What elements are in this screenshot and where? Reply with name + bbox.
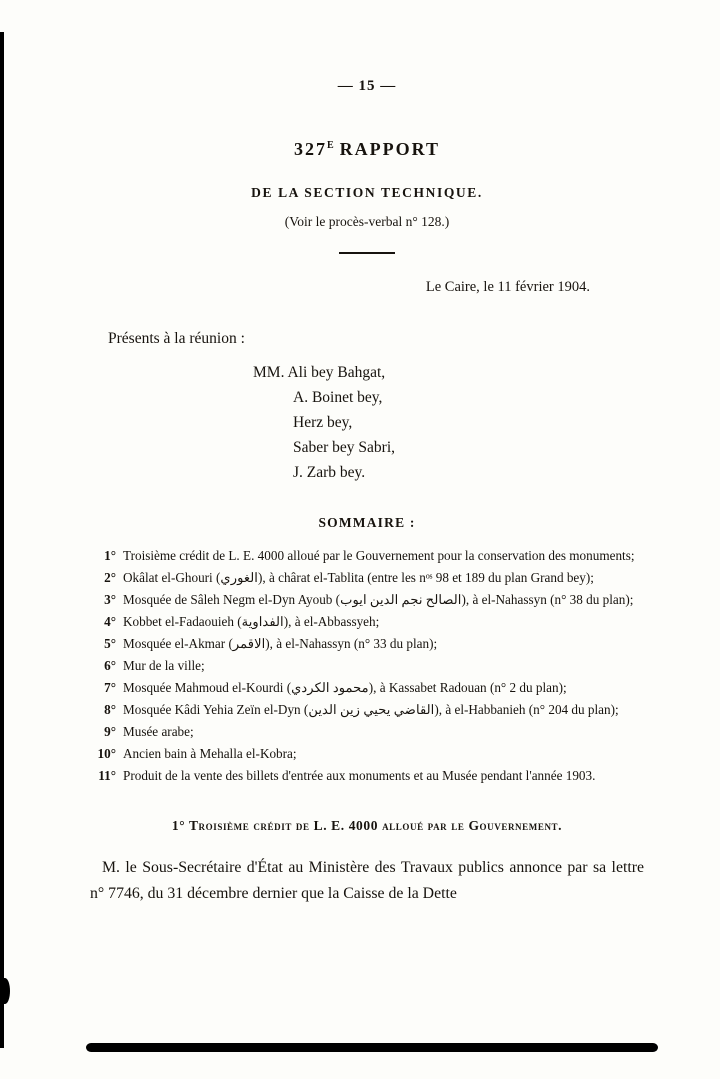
sommaire-item: [90, 744, 644, 764]
report-title: [90, 139, 644, 160]
sommaire-item: [90, 568, 644, 588]
sommaire-item-number: 8°: [104, 702, 116, 717]
sommaire-item-number: 9°: [104, 724, 116, 739]
dateline: Le Caire, le 11 février 1904.: [425, 279, 590, 295]
report-title-number: 327: [293, 139, 327, 159]
sommaire-item: [90, 634, 644, 654]
sommaire-item-text: Troisième crédit de L. E. 4000 alloué par le Gouvernement pour la conservation des monuments;: [123, 548, 635, 563]
sommaire-item-text: Mosquée Mahmoud el-Kourdi (محمود الكردي), à Kassabet Radouan (n° 2 du plan);: [123, 680, 567, 695]
sommaire-item-number: 7°: [104, 680, 116, 695]
body-paragraph: M. le Sous-Secrétaire d'État au Ministère des Travaux publics annonce par sa lettre n° 7746, du 31 décembre dernier que la Caisse de la Dette: [90, 859, 644, 902]
sommaire-item-text: Mosquée Kâdi Yehia Zeïn el-Dyn (القاضي يحيي زين الدين), à el-Habbanieh (n° 204 du plan);: [123, 702, 619, 717]
sommaire-item: [90, 612, 644, 632]
attendee-line: MM. Ali bey Bahgat,: [253, 364, 386, 381]
sommaire-item: [90, 656, 644, 676]
sommaire-item: [90, 590, 644, 610]
attendee-line: Herz bey,: [293, 414, 353, 431]
sommaire-item-text: Mosquée el-Akmar (الاقمر), à el-Nahassyn (n° 33 du plan);: [123, 636, 438, 651]
sommaire-item-text: Musée arabe;: [123, 724, 194, 739]
scan-edge-artifact-bottom: [86, 1043, 658, 1052]
sommaire-item-text: Okâlat el-Ghouri (الغوري), à chârat el-Tablita (entre les nᵒˢ 98 et 189 du plan Grand bey);: [123, 570, 594, 585]
attendee-line: Saber bey Sabri,: [293, 439, 396, 456]
sommaire-item: [90, 546, 644, 566]
sommaire-item-number: 2°: [104, 570, 116, 585]
sommaire-item-number: 5°: [104, 636, 116, 651]
section-1-heading: 1° Troisième crédit de L. E. 4000 alloué par le Gouvernement.: [171, 818, 563, 833]
reference-note: (Voir le procès-verbal n° 128.): [284, 214, 450, 229]
page-number: — 15 —: [337, 78, 397, 94]
scan-blob-artifact: [0, 978, 10, 1004]
sommaire-item-number: 3°: [104, 592, 116, 607]
sommaire-item: [90, 766, 644, 786]
attendee-line: A. Boinet bey,: [293, 389, 383, 406]
report-title-word: RAPPORT: [339, 139, 441, 159]
sommaire-item-number: 1°: [104, 548, 116, 563]
sommaire-item-text: Mur de la ville;: [123, 658, 205, 673]
attendees-intro: Présents à la réunion :: [108, 330, 245, 347]
sommaire-item-text: Kobbet el-Fadaouieh (الفداوية), à el-Abbassyeh;: [123, 614, 380, 629]
sommaire-item-text: Produit de la vente des billets d'entrée aux monuments et au Musée pendant l'année 1903.: [123, 768, 596, 783]
sommaire-item-number: 11°: [98, 768, 116, 783]
sommaire-list: [90, 546, 644, 786]
sommaire-item: [90, 700, 644, 720]
sommaire-item: [90, 678, 644, 698]
scan-edge-artifact-left: [0, 32, 4, 1048]
report-title-superscript: E: [326, 140, 334, 151]
attendees-list: [253, 360, 644, 485]
sommaire-item-number: 10°: [97, 746, 116, 761]
sommaire-item-number: 4°: [104, 614, 116, 629]
sommaire-heading: SOMMAIRE :: [318, 515, 416, 530]
sommaire-item-text: Mosquée de Sâleh Negm el-Dyn Ayoub (الصالح نجم الدين ايوب), à el-Nahassyn (n° 38 du plan);: [123, 592, 634, 607]
sommaire-item: [90, 722, 644, 742]
sommaire-item-number: 6°: [104, 658, 116, 673]
separator-rule: [339, 252, 395, 254]
report-subtitle: DE LA SECTION TECHNIQUE.: [251, 185, 483, 200]
sommaire-item-text: Ancien bain à Mehalla el-Kobra;: [123, 746, 297, 761]
attendee-line: J. Zarb bey.: [293, 464, 366, 481]
